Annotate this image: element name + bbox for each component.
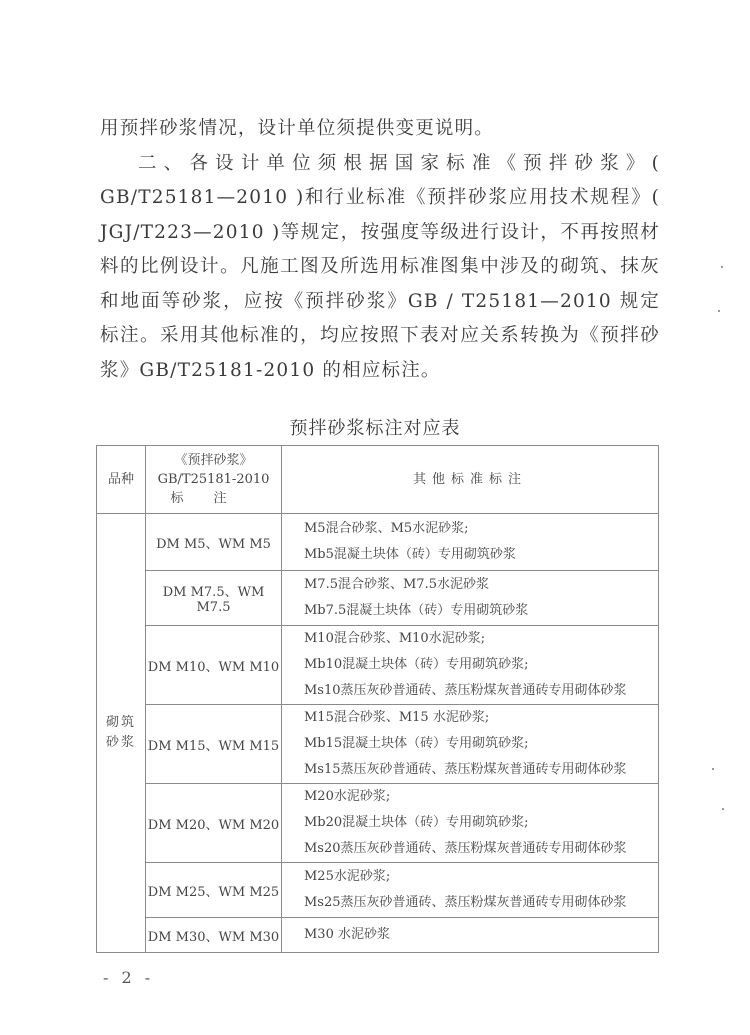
other-standard-line: Ms15蒸压灰砂普通砖、蒸压粉煤灰普通砖专用砌体砂浆 [304, 762, 627, 777]
gb-designation-cell: DM M7.5、WM M7.5 [146, 571, 282, 626]
category-cell [97, 514, 146, 953]
header-other-standard: 其他标准标注 [282, 446, 659, 514]
scan-speck [718, 310, 720, 312]
other-standard-line: M25水泥砂浆; [304, 869, 391, 884]
other-standard-line: Mb5混凝土块体（砖）专用砌筑砂浆 [304, 547, 516, 562]
scan-speck [722, 808, 724, 810]
header-gb-line2: GB/T25181-2010 [157, 472, 270, 487]
other-standard-cell [282, 514, 659, 571]
header-gb-line3: 标注 [170, 491, 257, 506]
header-variety: 品种 [97, 446, 146, 514]
header-gb-line1: 《预拌砂浆》 [174, 453, 253, 468]
table-row [97, 626, 659, 705]
scan-speck [721, 266, 723, 268]
other-standard-line: Mb7.5混凝土块体（砖）专用砌筑砂浆 [304, 603, 529, 618]
other-standard-line: M7.5混合砂浆、M7.5水泥砂浆 [304, 577, 489, 592]
page-number: - 2 - [103, 968, 155, 987]
table-row [97, 705, 659, 784]
other-standard-cell [282, 863, 659, 918]
table-row [97, 784, 659, 863]
other-standard-line: Ms10蒸压灰砂普通砖、蒸压粉煤灰普通砖专用砌体砂浆 [304, 683, 627, 698]
gb-designation-cell: DM M15、WM M15 [146, 705, 282, 784]
paragraph-section-two: 二、各设计单位须根据国家标准《预拌砂浆》( GB/T25181—2010 )和行业标准《预拌砂浆应用技术规程》( JGJ/T223—2010 )等规定，按强度等级进行设计，不再按照材料的比例设计。凡施工图及所选用标准图集中涉及的砌筑、抹灰和地面等砂浆，应按《预拌砂浆》GB / T25181—2010 规定标注。采用其他标准的，均应按照下表对应关系转换为《预拌砂浆》GB/T25181-2010 的相应标注。 [100, 152, 660, 381]
other-standard-line: Mb20混凝土块体（砖）专用砌筑砂浆; [304, 815, 529, 830]
other-standard-line: M20水泥砂浆; [304, 789, 391, 804]
table-title: 预拌砂浆标注对应表 [289, 418, 461, 439]
header-gb-standard [146, 446, 282, 514]
table-row [97, 863, 659, 918]
other-standard-line: M15混合砂浆、M15 水泥砂浆; [304, 710, 490, 725]
other-standard-cell [282, 705, 659, 784]
other-standard-cell [282, 918, 659, 953]
other-standard-line: Ms25蒸压灰砂普通砖、蒸压粉煤灰普通砖专用砌体砂浆 [304, 895, 627, 910]
scan-speck [712, 768, 714, 770]
category-label-line2: 砂浆 [105, 735, 136, 750]
gb-designation-cell: DM M20、WM M20 [146, 784, 282, 863]
gb-designation-cell: DM M5、WM M5 [146, 514, 282, 571]
gb-designation-cell: DM M10、WM M10 [146, 626, 282, 705]
other-standard-cell [282, 784, 659, 863]
mortar-mapping-table [96, 445, 659, 953]
category-label-line1: 砌筑 [105, 715, 136, 730]
other-standard-line: M30 水泥砂浆 [304, 927, 390, 942]
paragraph-continuation: 用预拌砂浆情况，设计单位须提供变更说明。 [100, 118, 495, 139]
other-standard-cell [282, 571, 659, 626]
gb-designation-cell: DM M30、WM M30 [146, 918, 282, 953]
gb-designation-cell: DM M25、WM M25 [146, 863, 282, 918]
other-standard-line: M5混合砂浆、M5水泥砂浆; [304, 521, 469, 536]
other-standard-line: Mb10混凝土块体（砖）专用砌筑砂浆; [304, 657, 529, 672]
table-body [97, 514, 659, 953]
other-standard-line: Mb15混凝土块体（砖）专用砌筑砂浆; [304, 736, 529, 751]
body-text [100, 112, 660, 388]
table-row [97, 514, 659, 571]
table-row [97, 571, 659, 626]
table-row [97, 918, 659, 953]
other-standard-cell [282, 626, 659, 705]
other-standard-line: Ms20蒸压灰砂普通砖、蒸压粉煤灰普通砖专用砌体砂浆 [304, 841, 627, 856]
table-header-row [97, 446, 659, 514]
other-standard-line: M10混合砂浆、M10水泥砂浆; [304, 631, 486, 646]
